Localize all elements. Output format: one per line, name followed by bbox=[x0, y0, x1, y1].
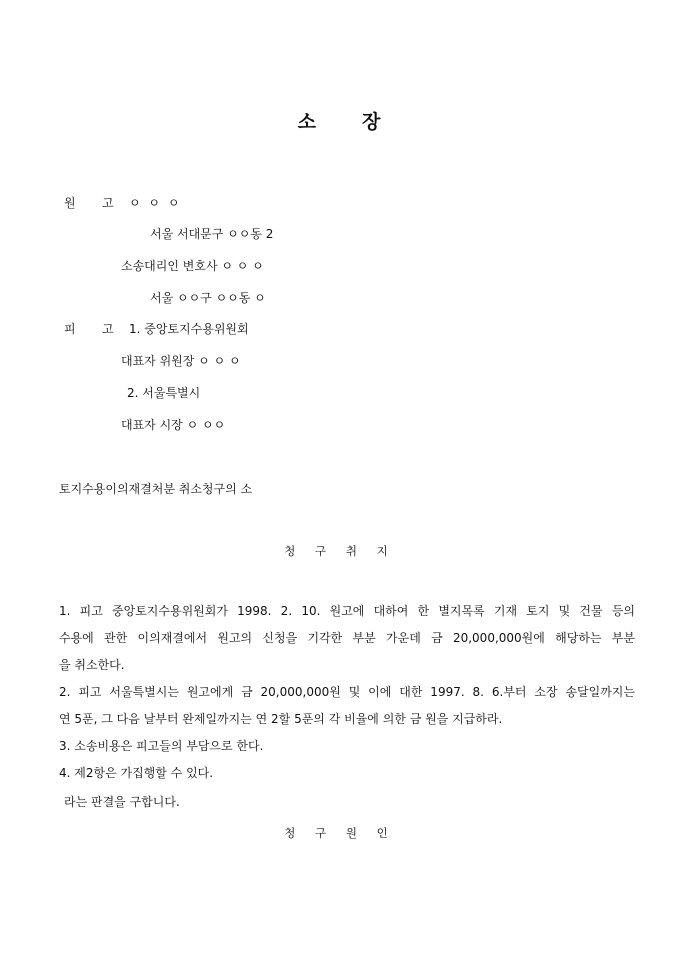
plaintiff-label-1: 원 bbox=[64, 196, 76, 210]
defendant-first-rep: 대표자 위원장 ㅇ ㅇ ㅇ bbox=[121, 354, 241, 368]
claim-line: 연 5푼, 그 다음 날부터 완제일까지는 연 2할 5푼의 각 비율에 의한 금 원을 지급하라. bbox=[59, 712, 503, 726]
plaintiff-name: ㅇ ㅇ ㅇ bbox=[129, 196, 182, 210]
claim-section-heading: 청 구 취 지 bbox=[284, 544, 396, 558]
title-char-2: 장 bbox=[362, 111, 383, 133]
plaintiff-row bbox=[64, 195, 181, 211]
defendant-label-2: 고 bbox=[102, 322, 114, 336]
claim-line: 1. 피고 중앙토지수용위원회가 1998. 2. 10. 원고에 대하여 한 별지목록 기재 토지 및 건물 등의 bbox=[59, 604, 635, 618]
defendant-second: 2. 서울특별시 bbox=[127, 386, 201, 400]
claim-line: 3. 소송비용은 피고들의 부담으로 한다. bbox=[59, 739, 264, 753]
claim-line: 수용에 관한 이의재결에서 원고의 신청을 기각한 부분 가운데 금 20,000,000원에 해당하는 부분 bbox=[59, 631, 635, 645]
defendant-first: 1. 중앙토지수용위원회 bbox=[129, 322, 249, 336]
defendant-row bbox=[64, 321, 249, 337]
document-title bbox=[0, 111, 680, 133]
case-title: 토지수용이의재결처분 취소청구의 소 bbox=[59, 482, 253, 496]
plaintiff-attorney: 소송대리인 변호사 ㅇ ㅇ ㅇ bbox=[121, 259, 264, 273]
claim-line: 을 취소한다. bbox=[59, 658, 125, 672]
plaintiff-label-2: 고 bbox=[102, 196, 114, 210]
attorney-address: 서울 ㅇㅇ구 ㅇㅇ동 ㅇ bbox=[150, 291, 266, 305]
plaintiff-address: 서울 서대문구 ㅇㅇ동 2 bbox=[150, 227, 274, 241]
claim-line: 2. 피고 서울특별시는 원고에게 금 20,000,000원 및 이에 대한 1997. 8. 6.부터 소장 송달일까지는 bbox=[59, 685, 635, 699]
closing-statement: 라는 판결을 구합니다. bbox=[64, 795, 180, 809]
defendant-label-1: 피 bbox=[64, 322, 76, 336]
cause-section-heading: 청 구 원 인 bbox=[284, 826, 396, 840]
defendant-second-rep: 대표자 시장 ㅇ ㅇㅇ bbox=[121, 418, 226, 432]
title-char-1: 소 bbox=[297, 111, 318, 133]
claim-line: 4. 제2항은 가집행할 수 있다. bbox=[59, 766, 214, 780]
